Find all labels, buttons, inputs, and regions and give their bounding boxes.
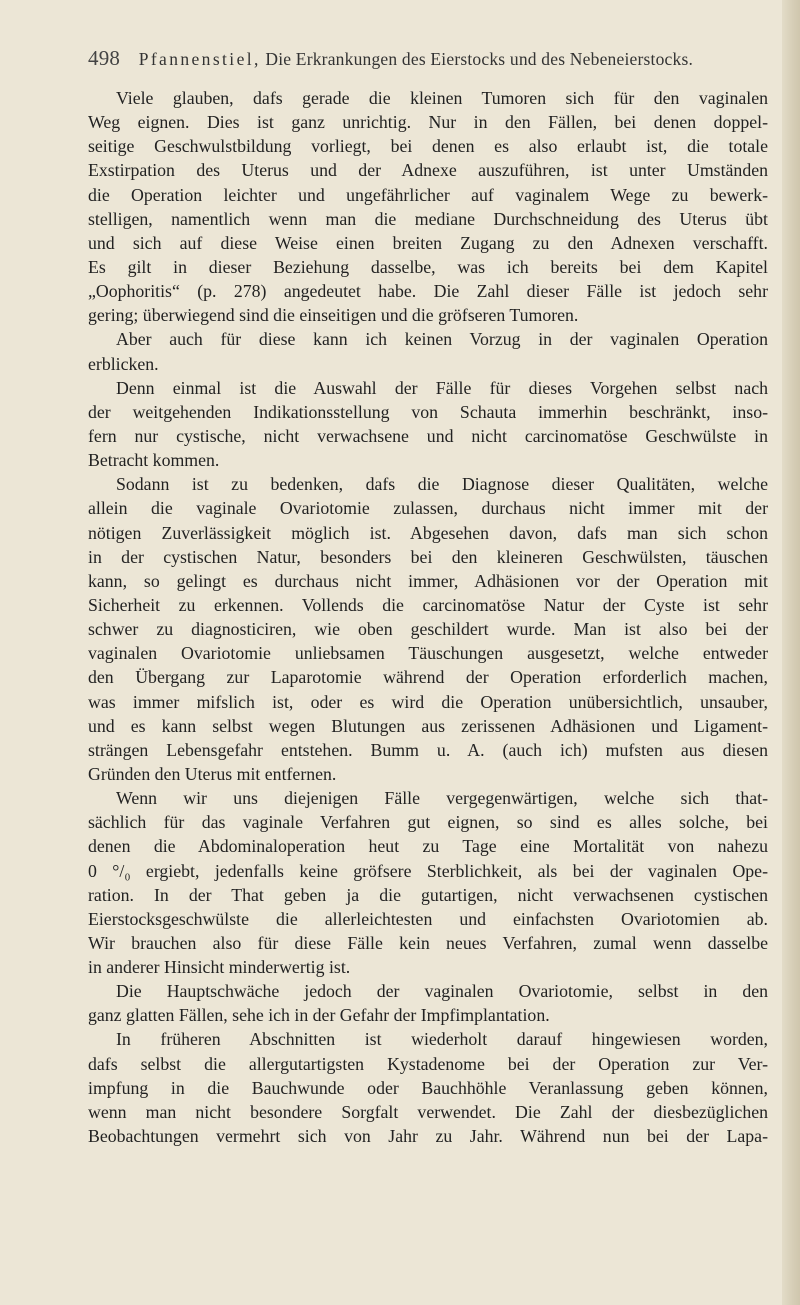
text-line: kann, so gelingt es durchaus nicht immer, Adhäsionen vor der Operation mit xyxy=(88,570,768,591)
text-line: Wenn wir uns diejenigen Fälle vergegenwärtigen, welche sich that- xyxy=(116,788,768,809)
header-title: Die Erkrankungen des Eierstocks und des Nebeneierstocks. xyxy=(265,49,694,69)
page-number: 498 xyxy=(88,46,121,70)
text-line: Viele glauben, dafs gerade die kleinen Tumoren sich für den vaginalen xyxy=(116,88,768,108)
text-line: Betracht kommen. xyxy=(88,450,220,471)
text-line: was immer mifslich ist, oder es wird die Operation unübersichtlich, unsauber, xyxy=(88,691,768,712)
text-line: den Übergang zur Laparotomie während der Operation erforderlich machen, xyxy=(88,667,768,688)
text-line: ration. In der That geben ja die gutartigen, nicht verwachsenen cystischen xyxy=(88,884,768,905)
text-line: und sich auf diese Weise einen breiten Zugang zu den Adnexen verschafft. xyxy=(88,232,768,253)
text-line: stelligen, namentlich wenn man die mediane Durchschneidung des Uterus übt xyxy=(88,208,768,229)
text-line: ganz glatten Fällen, sehe ich in der Gefahr der Impfimplantation. xyxy=(88,1005,550,1026)
text-line: Die Hauptschwäche jedoch der vaginalen Ovariotomie, selbst in den xyxy=(116,981,768,1002)
body-text xyxy=(88,86,768,1148)
text-line: Exstirpation des Uterus und der Adnexe auszuführen, ist unter Umständen xyxy=(88,160,768,181)
text-line: die Operation leichter und ungefährlicher auf vaginalem Wege zu bewerk- xyxy=(88,184,768,205)
text-line: Sodann ist zu bedenken, dafs die Diagnose dieser Qualitäten, welche xyxy=(116,474,768,495)
text-line: Gründen den Uterus mit entfernen. xyxy=(88,763,337,784)
text-line: Eierstocksgeschwülste die allerleichtesten und einfachsten Ovariotomien ab. xyxy=(88,908,768,929)
text-line: dafs selbst die allergutartigsten Kystadenome bei der Operation zur Ver- xyxy=(88,1053,768,1074)
text-line: strängen Lebensgefahr entstehen. Bumm u. A. (auch ich) mufsten aus diesen xyxy=(88,739,768,760)
text-line: Denn einmal ist die Auswahl der Fälle für dieses Vorgehen selbst nach xyxy=(116,377,768,398)
text-line: „Oophoritis“ (p. 278) angedeutet habe. Die Zahl dieser Fälle ist jedoch sehr xyxy=(88,281,768,302)
text-line: nötigen Zuverlässigkeit möglich ist. Abgesehen davon, dafs man sich schon xyxy=(88,522,768,543)
text-line: Es gilt in dieser Beziehung dasselbe, was ich bereits bei dem Kapitel xyxy=(88,256,768,277)
text-line: Sicherheit zu erkennen. Vollends die carcinomatöse Natur der Cyste ist sehr xyxy=(88,594,768,615)
running-header xyxy=(88,46,778,71)
text-line: vaginalen Ovariotomie unliebsamen Täuschungen ausgesetzt, welche entweder xyxy=(88,643,768,664)
text-line: 0 °/₀ ergiebt, jedenfalls keine gröfsere Sterblichkeit, als bei der vaginalen Ope- xyxy=(88,860,768,881)
text-line: der weitgehenden Indikationsstellung von Schauta immerhin beschränkt, inso- xyxy=(88,401,768,422)
text-line: erblicken. xyxy=(88,353,159,374)
header-author: Pfannenstiel, xyxy=(138,49,261,69)
text-line: Beobachtungen vermehrt sich von Jahr zu Jahr. Während nun bei der Lapa- xyxy=(88,1126,768,1147)
text-line: Wir brauchen also für diese Fälle kein neues Verfahren, zumal wenn dasselbe xyxy=(88,932,768,953)
text-line: allein die vaginale Ovariotomie zulassen, durchaus nicht immer mit der xyxy=(88,498,768,519)
text-line: gering; überwiegend sind die einseitigen und die gröfseren Tumoren. xyxy=(88,305,579,326)
text-line: In früheren Abschnitten ist wiederholt darauf hingewiesen worden, xyxy=(116,1029,768,1050)
text-line: fern nur cystische, nicht verwachsene und nicht carcinomatöse Geschwülste in xyxy=(88,425,768,446)
text-line: schwer zu diagnosticiren, wie oben geschildert wurde. Man ist also bei der xyxy=(88,619,768,640)
text-line: in anderer Hinsicht minderwertig ist. xyxy=(88,957,351,978)
text-line: seitige Geschwulstbildung vorliegt, bei denen es also erlaubt ist, die totale xyxy=(88,136,768,157)
text-line: sächlich für das vaginale Verfahren gut eignen, so sind es alles solche, bei xyxy=(88,812,768,833)
text-line: in der cystischen Natur, besonders bei den kleineren Geschwülsten, täuschen xyxy=(88,546,768,567)
text-line: impfung in die Bauchwunde oder Bauchhöhle Veranlassung geben können, xyxy=(88,1077,768,1098)
page-edge-shadow xyxy=(782,0,800,1305)
text-line: wenn man nicht besondere Sorgfalt verwendet. Die Zahl der diesbezüglichen xyxy=(88,1101,768,1122)
text-line: Weg eignen. Dies ist ganz unrichtig. Nur in den Fällen, bei denen doppel- xyxy=(88,112,768,133)
text-line: Aber auch für diese kann ich keinen Vorzug in der vaginalen Operation xyxy=(116,329,768,350)
text-line: und es kann selbst wegen Blutungen aus zerissenen Adhäsionen und Ligament- xyxy=(88,715,768,736)
text-line: denen die Abdominaloperation heut zu Tage eine Mortalität von nahezu xyxy=(88,836,768,857)
